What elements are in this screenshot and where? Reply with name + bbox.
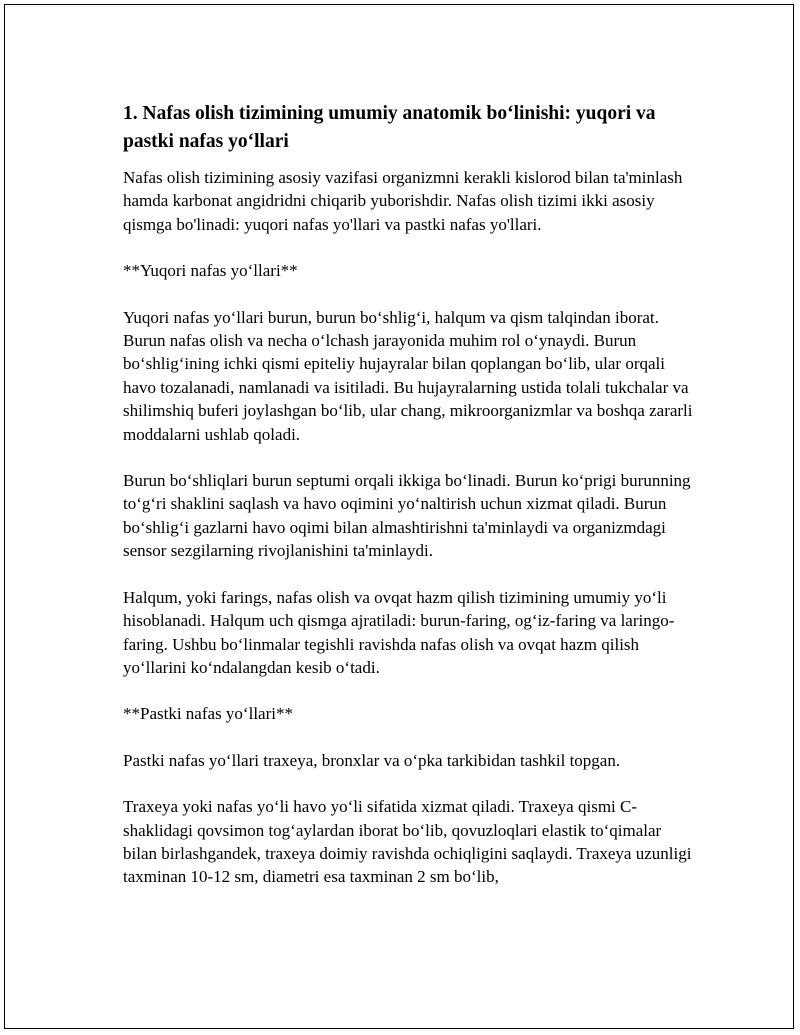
paragraph-upper-airways: Yuqori nafas yo‘llari burun, burun bo‘shlig‘i, halqum va qism talqindan iborat. Burun nafas olish va necha o‘lchash jarayonida muhim rol o‘ynaydi. Burun bo‘shlig‘ining ichki qismi epiteliy hujayralar bilan qoplangan bo‘lib, ular orqali havo tozalanadi, namlanadi va isitiladi. Bu hujayralarning ustida tolali tukchalar va shilimshiq buferi joylashgan bo‘lib, ular chang, mikroorganizmlar va boshqa zararli moddalarni ushlab qoladi.	[123, 307, 693, 444]
paragraph-intro: Nafas olish tizimining asosiy vazifasi organizmni kerakli kislorod bilan ta'minlash hamda karbonat angidridni chiqarib yuborishdir. Nafas olish tizimi ikki asosiy qismga bo'linadi: yuqori nafas yo'llari va pastki nafas yo'llari.	[123, 168, 683, 234]
paragraph-trachea: Traxeya yoki nafas yo‘li havo yo‘li sifatida xizmat qiladi. Traxeya qismi C-shaklidagi qovsimon tog‘aylardan iborat bo‘lib, qovuzloqlari elastik to‘qimalar bilan birlashgandek, traxeya doimiy ravishda ochiqligini saqlaydi. Traxeya uzunligi taxminan 10-12 sm, diametri esa taxminan 2 sm bo‘lib,	[123, 797, 692, 887]
document-body	[123, 100, 698, 912]
paragraph-pharynx: Halqum, yoki farings, nafas olish va ovqat hazm qilish tizimining umumiy yo‘li hisoblanadi. Halqum uch qismga ajratiladi: burun-faring, og‘iz-faring va laringo-faring. Ushbu bo‘linmalar tegishli ravishda nafas olish va ovqat hazm qilish yo‘llarini ko‘ndalangdan kesib o‘tadi.	[123, 587, 675, 677]
section-heading-upper-airways: **Yuqori nafas yo‘llari**	[123, 261, 298, 281]
paragraph-nasal-cavity: Burun bo‘shliqlari burun septumi orqali ikkiga bo‘linadi. Burun ko‘prigi burunning to‘g‘ri shaklini saqlash va havo oqimini yo‘naltirish uchun xizmat qiladi. Burun bo‘shlig‘i gazlarni havo oqimi bilan almashtirishni ta'minlaydi va organizmdagi sensor sezgilarning rivojlanishini ta'minlaydi.	[123, 471, 691, 561]
section-heading-lower-airways: **Pastki nafas yo‘llari**	[123, 704, 293, 724]
document-title: 1. Nafas olish tizimining umumiy anatomik bo‘linishi: yuqori va pastki nafas yo‘llari	[123, 103, 656, 152]
page-frame	[4, 4, 794, 1029]
paragraph-lower-airways: Pastki nafas yo‘llari traxeya, bronxlar va o‘pka tarkibidan tashkil topgan.	[123, 750, 621, 770]
